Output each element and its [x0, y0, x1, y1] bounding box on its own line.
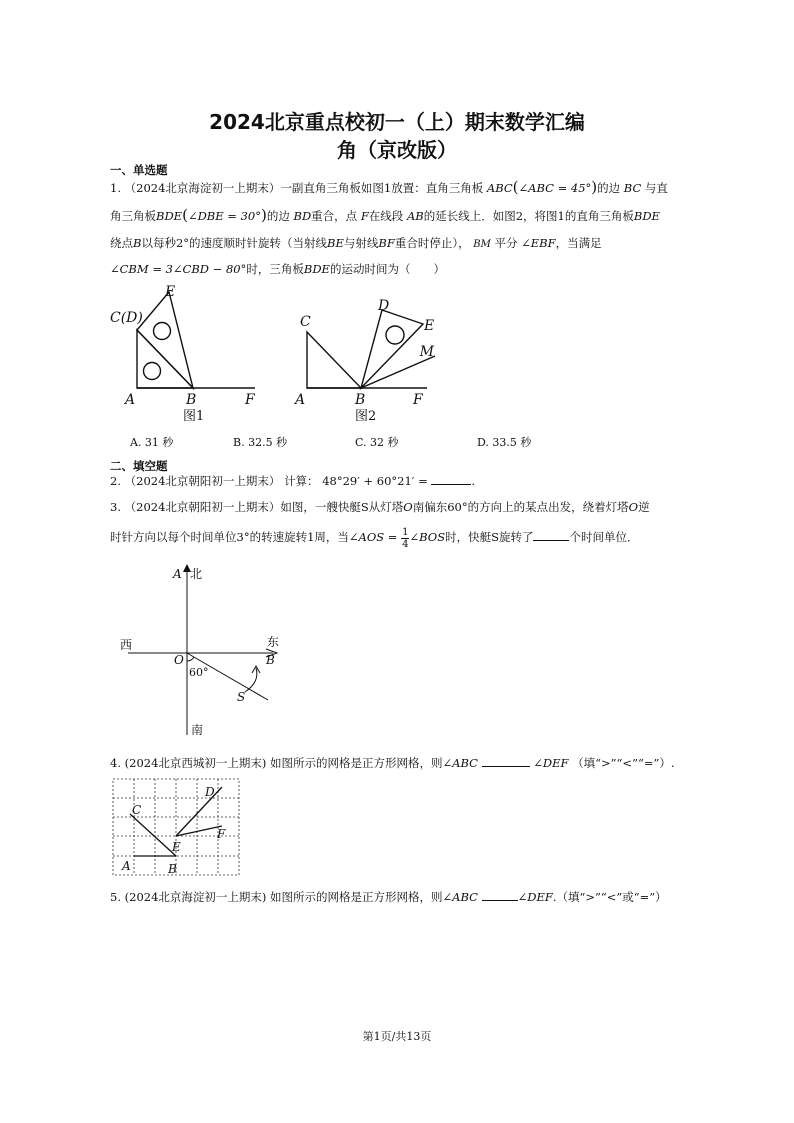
q4-number: 4. [110, 756, 121, 770]
q1-option-a[interactable]: A. 31 秒 [130, 436, 174, 449]
q5-line: 5. (2024北京海淀初一上期末) 如图所示的网格是正方形网格，则∠ABC ∠DEF.（填“>”“<”或“=”） [110, 890, 667, 904]
fig1-label-f: F [245, 392, 255, 408]
fig2-label-c: C [300, 314, 311, 330]
q3-label-s: S [237, 690, 246, 704]
q4-label-a: A [122, 859, 131, 873]
q2-answer-blank[interactable] [431, 474, 471, 485]
fig2-label-e: E [424, 318, 435, 334]
doc-title: 2024北京重点校初一（上）期末数学汇编 [209, 110, 585, 134]
fig1-label-b: B [186, 392, 197, 408]
q3-label-angle: 60° [189, 666, 209, 679]
q1-option-b[interactable]: B. 32.5 秒 [233, 436, 288, 449]
fig2-label-f: F [413, 392, 423, 408]
q4-segment-ef [176, 826, 222, 836]
q4-grid-figure [110, 776, 242, 878]
q3-rotation-arrow [245, 668, 257, 692]
q3-angle-arc [187, 657, 194, 661]
q5-answer-blank[interactable] [482, 890, 518, 901]
q2-line: 2. （2024北京朝阳初一上期末） 计算： 48°29′ + 60°21′ = . [110, 474, 476, 488]
q3-label-south: 南 [191, 723, 204, 737]
q3-label-west: 西 [120, 638, 133, 652]
q1-number: 1. [110, 181, 121, 195]
fig2-label-m: M [419, 344, 434, 360]
q5-source: (2024北京海淀初一上期末) [124, 890, 267, 904]
q4-segment-cb [130, 814, 176, 856]
q2-number: 2. [110, 474, 121, 488]
q3-label-east: 东 [267, 635, 280, 649]
q4-segment-ed [176, 787, 222, 836]
q3-source: （2024北京朝阳初一上期末） [124, 500, 281, 514]
fig2-caption: 图2 [355, 409, 377, 424]
q1-line1: 1. （2024北京海淀初一上期末）一副直角三角板如图1放置：直角三角板 ABC(∠ABC = 45°)的边 BC 与直 [110, 178, 668, 196]
fig2-triangle-abc [307, 332, 361, 388]
q1-option-c[interactable]: C. 32 秒 [355, 436, 399, 449]
fig2-ray-bm [361, 356, 435, 388]
q1-figures [105, 280, 435, 425]
q3-fraction: $\frac{1}{4}$ [402, 526, 409, 550]
q3-label-b: B [266, 653, 275, 667]
fig1-hole-lower [144, 363, 161, 380]
q3-line1: 3. （2024北京朝阳初一上期末）如图，一艘快艇S从灯塔O南偏东60°的方向上的某点出发，绕着灯塔O逆 [110, 500, 650, 514]
q3-line2: 时针方向以每个时间单位3°的转速旋转1周，当∠AOS = $\frac{1}{4}\angle BOS$时，快艇S旋转了 个时间单位． [110, 526, 639, 550]
q3-label-o: O [174, 653, 184, 667]
q4-line: 4. (2024北京西城初一上期末) 如图所示的网格是正方形网格，则∠ABC ∠DEF （填“>”“<”“=”）. [110, 756, 675, 770]
section-heading-single-choice: 一、单选题 [110, 163, 168, 177]
fig2-label-a: A [295, 392, 306, 408]
q4-label-d: D [205, 785, 215, 799]
fig1-label-e: E [165, 284, 176, 300]
q1-line2: 角三角板BDE(∠DBE = 30°)的边 BD重合，点 F在线段 AB的延长线上．如图2，将图1的直角三角板BDE [110, 206, 660, 224]
q4-label-f: F [217, 827, 226, 841]
q3-number: 3. [110, 500, 121, 514]
q1-source: （2024北京海淀初一上期末） [124, 181, 281, 195]
q3-label-north: 北 [190, 567, 203, 581]
fig2-triangle-bde [361, 310, 423, 388]
fig1-label-cd: C(D) [110, 310, 143, 326]
page-footer: 第1页/共13页 [362, 1030, 432, 1043]
section-heading-fill-in: 二、填空题 [110, 459, 168, 473]
q1-line3: 绕点B以每秒2°的速度顺时针旋转（当射线BE与射线BF重合时停止）， BM 平分 ∠EBF，当满足 [110, 236, 602, 250]
q4-label-e: E [172, 840, 181, 854]
fig2-label-b: B [355, 392, 366, 408]
fig1-label-a: A [125, 392, 136, 408]
q5-number: 5. [110, 890, 121, 904]
fig1-hole-upper [154, 323, 171, 340]
q2-source: （2024北京朝阳初一上期末） [124, 474, 281, 488]
q3-answer-blank[interactable] [533, 530, 569, 541]
q3-compass-figure [110, 560, 285, 740]
fig1-caption: 图1 [183, 409, 205, 424]
q4-source: (2024北京西城初一上期末) [124, 756, 267, 770]
fig1-triangle-bde [137, 292, 193, 388]
q4-label-b: B [168, 862, 177, 876]
q1-line4: ∠CBM = 3∠CBD − 80°时，三角板BDE的运动时间为（ ） [110, 262, 445, 276]
q4-label-c: C [132, 803, 142, 817]
doc-subtitle: 角（京改版） [337, 138, 457, 162]
q3-label-a: A [173, 567, 182, 581]
q1-option-d[interactable]: D. 33.5 秒 [477, 436, 532, 449]
q4-answer-blank[interactable] [482, 756, 530, 767]
fig2-hole [386, 326, 404, 344]
fig2-label-d: D [378, 298, 390, 314]
